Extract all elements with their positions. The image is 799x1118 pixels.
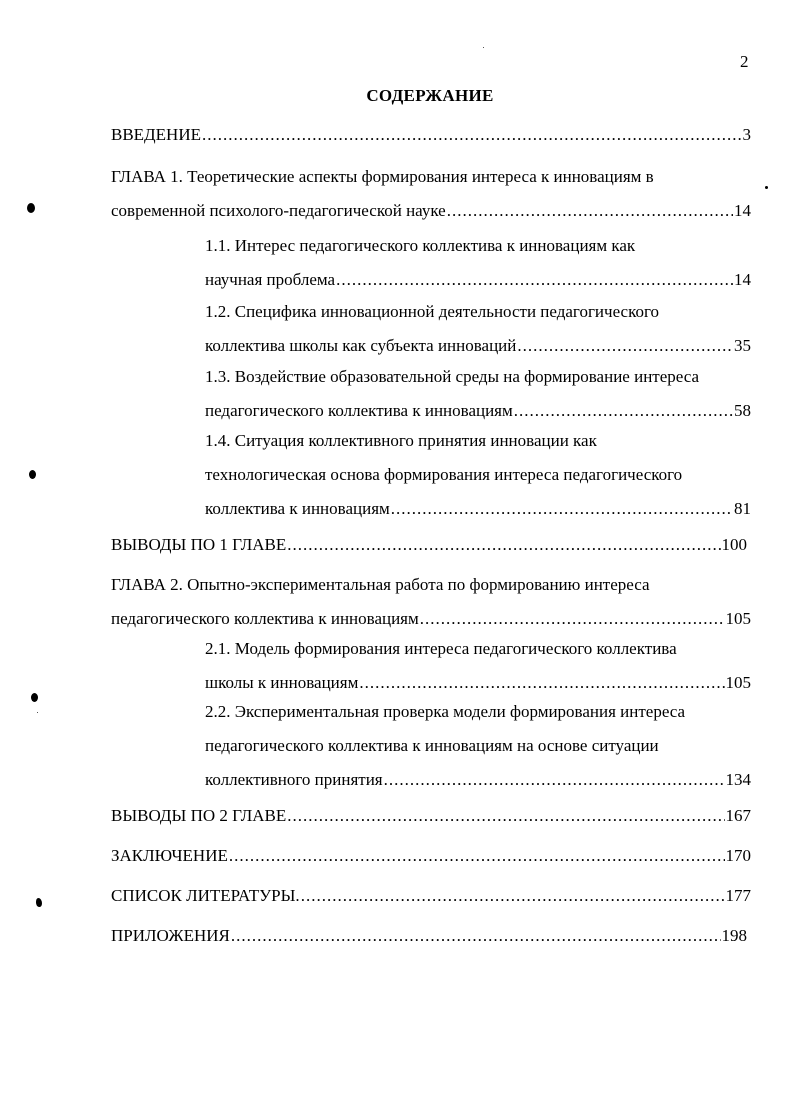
toc-entry-page: 167 <box>725 806 751 825</box>
toc-entry-introduction[interactable] <box>111 118 751 152</box>
toc-entry-section-1-2[interactable] <box>205 295 751 363</box>
toc-entry-section-2-1[interactable] <box>205 632 751 700</box>
toc-entry-page: 35 <box>734 336 751 355</box>
scan-mark <box>36 898 42 907</box>
toc-leader-dots <box>287 799 724 833</box>
toc-leader-dots <box>202 118 742 152</box>
toc-entry-appendices[interactable] <box>111 919 747 953</box>
toc-entry-title-line: 1.2. Специфика инновационной деятельности педагогического <box>205 302 660 321</box>
toc-entry-title: ЗАКЛЮЧЕНИЕ <box>111 846 228 865</box>
toc-entry-title: коллективного принятия <box>205 770 383 789</box>
toc-entry-title-line: технологическая основа формирования интереса педагогического <box>205 465 683 484</box>
toc-entry-conclusion[interactable] <box>111 839 751 873</box>
toc-entry-section-1-3[interactable] <box>205 360 751 428</box>
toc-entry-page: 170 <box>725 846 751 865</box>
toc-entry-page: 100 <box>721 535 747 554</box>
toc-entry-page: 177 <box>725 886 751 905</box>
scan-mark <box>29 470 36 479</box>
scan-mark <box>483 47 484 48</box>
toc-entry-title: ВЫВОДЫ ПО 1 ГЛАВЕ <box>111 535 287 554</box>
toc-entry-chapter-1[interactable] <box>111 160 751 228</box>
toc-entry-title: педагогического коллектива к инновациям <box>111 609 419 628</box>
toc-leader-dots <box>391 492 733 526</box>
toc-entry-page: 105 <box>725 673 751 692</box>
toc-leader-dots <box>301 879 725 913</box>
toc-entry-title: СПИСОК ЛИТЕРАТУРЫ. <box>111 886 300 905</box>
toc-entry-page: 58 <box>734 401 751 420</box>
toc-entry-title: коллектива к инновациям <box>205 499 390 518</box>
toc-leader-dots <box>287 528 720 562</box>
toc-entry-page: 81 <box>734 499 751 518</box>
toc-entry-conclusions-chapter-2[interactable] <box>111 799 751 833</box>
toc-leader-dots <box>447 194 733 228</box>
toc-entry-title-line: 2.2. Экспериментальная проверка модели формирования интереса <box>205 702 686 721</box>
toc-entry-title: ПРИЛОЖЕНИЯ <box>111 926 230 945</box>
toc-entry-title-line: ГЛАВА 1. Теоретические аспекты формирования интереса к инновациям в <box>111 167 654 186</box>
toc-entry-title: коллектива школы как субъекта инноваций <box>205 336 517 355</box>
toc-entry-page: 198 <box>721 926 747 945</box>
scan-mark <box>765 186 768 189</box>
scan-mark <box>37 712 38 713</box>
toc-entry-title: педагогического коллектива к инновациям <box>205 401 513 420</box>
toc-entry-conclusions-chapter-1[interactable] <box>111 528 747 562</box>
page-number: 2 <box>740 52 749 71</box>
toc-entry-title-line: 1.1. Интерес педагогического коллектива к инновациям как <box>205 236 636 255</box>
toc-entry-page: 14 <box>734 270 751 289</box>
toc-leader-dots <box>514 394 733 428</box>
toc-entry-title: современной психолого-педагогической науке <box>111 201 446 220</box>
toc-entry-chapter-2[interactable] <box>111 568 751 636</box>
toc-leader-dots <box>517 329 733 363</box>
toc-entry-title-line: ГЛАВА 2. Опытно-экспериментальная работа по формированию интереса <box>111 575 650 594</box>
toc-entry-title-line: 1.3. Воздействие образовательной среды на формирование интереса <box>205 367 700 386</box>
toc-entry-page: 105 <box>725 609 751 628</box>
scan-mark <box>27 203 35 213</box>
toc-entry-section-2-2[interactable] <box>205 695 751 797</box>
toc-entry-title: ВЫВОДЫ ПО 2 ГЛАВЕ <box>111 806 287 825</box>
toc-entry-bibliography[interactable] <box>111 879 751 913</box>
toc-leader-dots <box>384 763 725 797</box>
toc-entry-page: 134 <box>725 770 751 789</box>
toc-entry-title: школы к инновациям <box>205 673 359 692</box>
toc-entry-section-1-1[interactable] <box>205 229 751 297</box>
toc-title: СОДЕРЖАНИЕ <box>366 86 494 105</box>
toc-entry-title-line: педагогического коллектива к инновациям на основе ситуации <box>205 736 659 755</box>
toc-entry-title: научная проблема <box>205 270 336 289</box>
toc-entry-title: ВВЕДЕНИЕ <box>111 125 201 144</box>
toc-entry-title-line: 1.4. Ситуация коллективного принятия инновации как <box>205 431 597 450</box>
toc-leader-dots <box>420 602 725 636</box>
toc-entry-page: 3 <box>742 125 751 144</box>
scan-mark <box>31 693 38 702</box>
toc-leader-dots <box>336 263 733 297</box>
toc-leader-dots <box>229 839 725 873</box>
toc-leader-dots <box>231 919 721 953</box>
toc-entry-title-line: 2.1. Модель формирования интереса педагогического коллектива <box>205 639 677 658</box>
toc-entry-section-1-4[interactable] <box>205 424 751 526</box>
toc-entry-page: 14 <box>734 201 751 220</box>
